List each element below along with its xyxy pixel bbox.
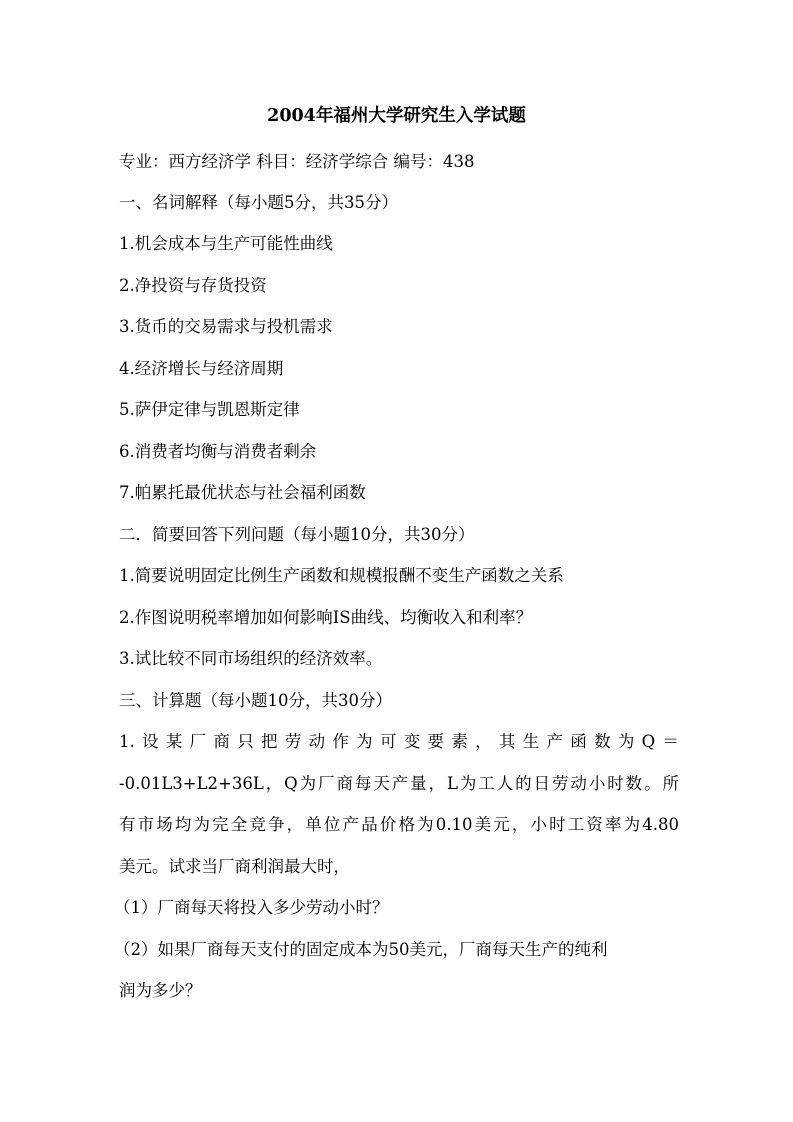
section-heading-short-answer: 二．简要回答下列问题（每小题10分，共30分） [119,525,475,544]
problem-line: -0.01L3+L2+36L，Q为厂商每天产量，L为工人的日劳动小时数。所 [119,774,679,793]
list-item: 3.货币的交易需求与投机需求 [119,317,333,336]
section-heading-calculation: 三、计算题（每小题10分，共30分） [119,691,392,710]
page-title: 2004年福州大学研究生入学试题 [267,106,526,126]
list-item: 1.简要说明固定比例生产函数和规模报酬不变生产函数之关系 [119,566,564,585]
list-item: 2.作图说明税率增加如何影响IS曲线、均衡收入和利率？ [119,608,533,627]
exam-meta: 专业：西方经济学 科目：经济学综合 编号：438 [119,152,475,171]
list-item: 7.帕累托最优状态与社会福利函数 [119,483,366,502]
list-item: 1.机会成本与生产可能性曲线 [119,234,333,253]
list-item: 6.消费者均衡与消费者剩余 [119,442,317,461]
problem-line: 美元。试求当厂商利润最大时， [119,857,350,876]
problem-line: 1.设某厂商只把劳动作为可变要素，其生产函数为Q＝ [119,732,679,751]
list-item: 4.经济增长与经济周期 [119,359,284,378]
section-heading-terms: 一、名词解释（每小题5分，共35分） [119,193,398,212]
sub-question: 润为多少？ [119,981,202,1000]
list-item: 5.萨伊定律与凯恩斯定律 [119,400,300,419]
list-item: 3.试比较不同市场组织的经济效率。 [119,649,383,668]
list-item: 2.净投资与存货投资 [119,276,267,295]
sub-question: （1）厂商每天将投入多少劳动小时？ [114,898,389,917]
sub-question: （2）如果厂商每天支付的固定成本为50美元，厂商每天生产的纯利 [114,940,608,959]
problem-line: 有市场均为完全竞争，单位产品价格为0.10美元，小时工资率为4.80 [119,815,679,834]
